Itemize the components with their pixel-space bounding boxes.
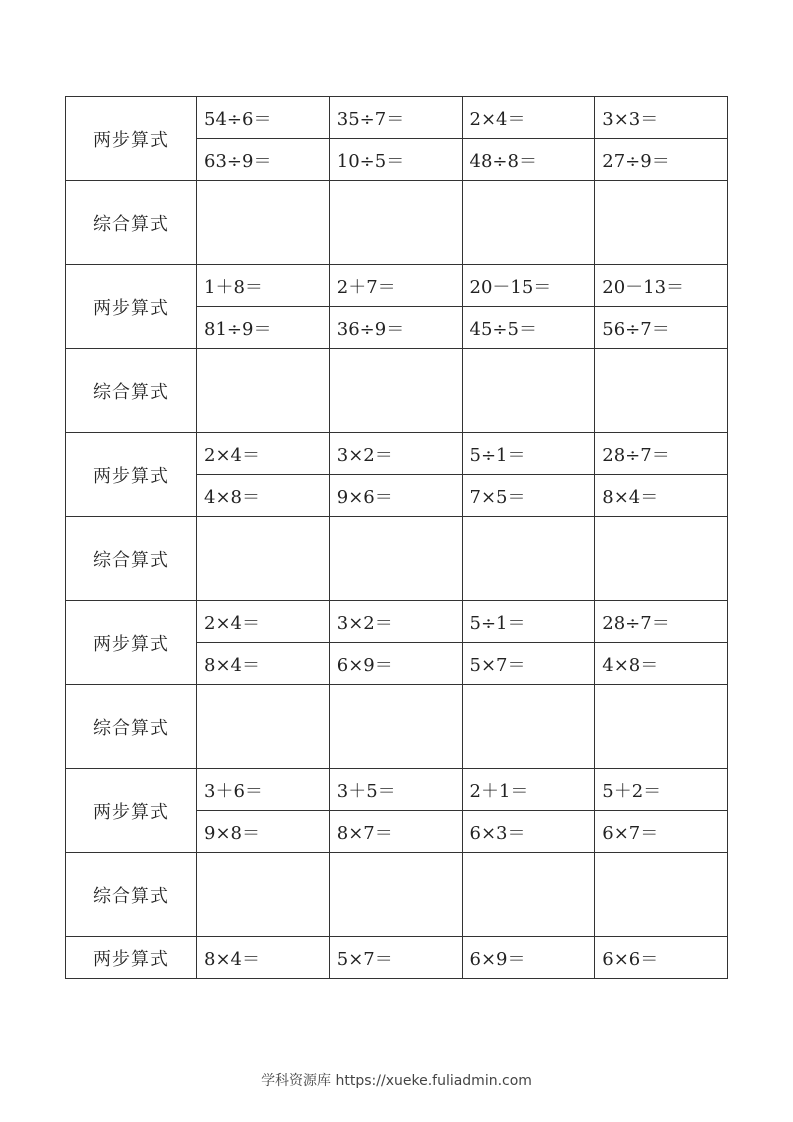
problem-cell: 8×4＝ (595, 475, 728, 517)
answer-space[interactable] (197, 349, 330, 433)
problem-cell: 6×9＝ (462, 937, 595, 979)
work-row (66, 685, 728, 769)
answer-space[interactable] (595, 685, 728, 769)
problem-cell: 3×2＝ (329, 601, 462, 643)
row-label-combined: 综合算式 (66, 853, 197, 937)
problem-cell: 10÷5＝ (329, 139, 462, 181)
answer-space[interactable] (462, 517, 595, 601)
answer-space[interactable] (329, 685, 462, 769)
problem-cell: 5÷1＝ (462, 601, 595, 643)
problem-cell: 7×5＝ (462, 475, 595, 517)
row-label-combined: 综合算式 (66, 517, 197, 601)
row-label-two-step: 两步算式 (66, 769, 197, 853)
work-row (66, 349, 728, 433)
answer-space[interactable] (197, 517, 330, 601)
problem-cell: 63÷9＝ (197, 139, 330, 181)
answer-space[interactable] (329, 853, 462, 937)
problem-cell: 2×4＝ (462, 97, 595, 139)
problem-row (66, 937, 728, 979)
problem-cell: 35÷7＝ (329, 97, 462, 139)
answer-space[interactable] (462, 685, 595, 769)
problem-cell: 27÷9＝ (595, 139, 728, 181)
answer-space[interactable] (462, 181, 595, 265)
problem-cell: 28÷7＝ (595, 433, 728, 475)
problem-cell: 9×6＝ (329, 475, 462, 517)
problem-cell: 3×3＝ (595, 97, 728, 139)
answer-space[interactable] (197, 853, 330, 937)
row-label-combined: 综合算式 (66, 349, 197, 433)
problem-cell: 6×6＝ (595, 937, 728, 979)
problem-cell: 8×4＝ (197, 643, 330, 685)
work-row (66, 853, 728, 937)
problem-cell: 81÷9＝ (197, 307, 330, 349)
answer-space[interactable] (595, 181, 728, 265)
problem-cell: 4×8＝ (595, 643, 728, 685)
row-label-two-step: 两步算式 (66, 97, 197, 181)
problem-cell: 5÷1＝ (462, 433, 595, 475)
footer-watermark: 学科资源库 https://xueke.fuliadmin.com (261, 1073, 532, 1089)
answer-space[interactable] (197, 181, 330, 265)
problem-row (66, 601, 728, 643)
problem-cell: 6×9＝ (329, 643, 462, 685)
worksheet-body (66, 97, 728, 979)
problem-cell: 3×2＝ (329, 433, 462, 475)
problem-row (66, 769, 728, 811)
answer-space[interactable] (329, 517, 462, 601)
problem-row (66, 433, 728, 475)
problem-cell: 8×7＝ (329, 811, 462, 853)
answer-space[interactable] (462, 349, 595, 433)
problem-cell: 3＋6＝ (197, 769, 330, 811)
problem-row (66, 97, 728, 139)
row-label-two-step: 两步算式 (66, 937, 197, 979)
problem-cell: 3＋5＝ (329, 769, 462, 811)
problem-cell: 54÷6＝ (197, 97, 330, 139)
problem-cell: 20－15＝ (462, 265, 595, 307)
problem-cell: 36÷9＝ (329, 307, 462, 349)
problem-cell: 4×8＝ (197, 475, 330, 517)
answer-space[interactable] (595, 853, 728, 937)
row-label-combined: 综合算式 (66, 181, 197, 265)
problem-cell: 2＋7＝ (329, 265, 462, 307)
row-label-combined: 综合算式 (66, 685, 197, 769)
problem-cell: 2×4＝ (197, 601, 330, 643)
problem-cell: 6×7＝ (595, 811, 728, 853)
problem-cell: 48÷8＝ (462, 139, 595, 181)
problem-cell: 8×4＝ (197, 937, 330, 979)
answer-space[interactable] (595, 517, 728, 601)
problem-cell: 9×8＝ (197, 811, 330, 853)
answer-space[interactable] (462, 853, 595, 937)
problem-cell: 2＋1＝ (462, 769, 595, 811)
work-row (66, 517, 728, 601)
work-row (66, 181, 728, 265)
answer-space[interactable] (329, 181, 462, 265)
row-label-two-step: 两步算式 (66, 265, 197, 349)
worksheet-table (65, 96, 728, 979)
problem-cell: 5＋2＝ (595, 769, 728, 811)
row-label-two-step: 两步算式 (66, 433, 197, 517)
row-label-two-step: 两步算式 (66, 601, 197, 685)
problem-cell: 45÷5＝ (462, 307, 595, 349)
answer-space[interactable] (329, 349, 462, 433)
answer-space[interactable] (595, 349, 728, 433)
problem-cell: 5×7＝ (329, 937, 462, 979)
answer-space[interactable] (197, 685, 330, 769)
problem-cell: 5×7＝ (462, 643, 595, 685)
problem-row (66, 265, 728, 307)
worksheet (65, 96, 727, 979)
problem-cell: 2×4＝ (197, 433, 330, 475)
problem-cell: 56÷7＝ (595, 307, 728, 349)
problem-cell: 6×3＝ (462, 811, 595, 853)
problem-cell: 1＋8＝ (197, 265, 330, 307)
problem-cell: 28÷7＝ (595, 601, 728, 643)
problem-cell: 20－13＝ (595, 265, 728, 307)
